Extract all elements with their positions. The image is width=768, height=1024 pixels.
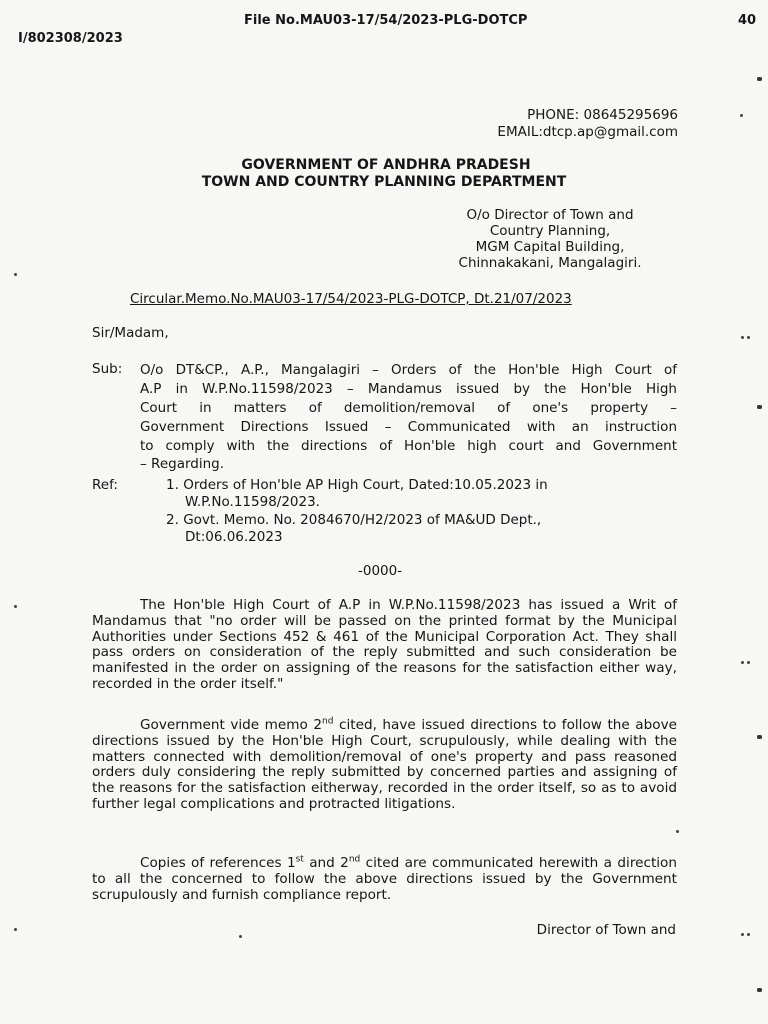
superscript: st	[295, 854, 304, 865]
scan-dot	[676, 830, 679, 833]
scan-mark	[757, 77, 762, 81]
page-number: 40	[738, 13, 757, 28]
paragraph-fragment: Copies of references 1	[140, 855, 296, 871]
superscript: nd	[348, 854, 361, 865]
scan-dot	[741, 933, 744, 936]
paragraph-fragment: and 2	[303, 855, 349, 871]
scan-dot	[741, 336, 744, 339]
paragraph-fragment: cited, have issued directions to follow the above directions issued by the Hon'ble High Court, scrupulously, while dealing with the matters connected with demolition/removal of one's property and pass reasoned orders duly considering the reply submitted by concerned parties and assigning of the reasons for the satisfaction eitherway, recorded in the order itself, so as to avoid further legal complications and protracted litigations.	[92, 717, 677, 812]
scan-dot	[747, 336, 750, 339]
subject-line: A.P in W.P.No.11598/2023 – Mandamus issued by the Hon'ble High	[140, 381, 677, 397]
body-paragraph	[92, 598, 677, 693]
superscript: nd	[322, 716, 334, 727]
reference-text: Govt. Memo. No. 2084670/H2/2023 of MA&UD Dept.,	[183, 512, 542, 528]
scan-dot	[747, 661, 750, 664]
office-address	[440, 207, 660, 271]
address-line: O/o Director of Town and	[466, 207, 634, 223]
scan-dot	[14, 273, 17, 276]
reference-text: Orders of Hon'ble AP High Court, Dated:10.05.2023 in	[183, 477, 548, 493]
scan-dot	[14, 605, 17, 608]
paragraph-text	[92, 718, 677, 813]
reference-text: W.P.No.11598/2023.	[185, 494, 320, 510]
department-title: TOWN AND COUNTRY PLANNING DEPARTMENT	[201, 174, 567, 190]
reference-number: 1.	[166, 477, 179, 493]
subject-line: – Regarding.	[140, 456, 225, 472]
paragraph-text: The Hon'ble High Court of A.P in W.P.No.11598/2023 has issued a Writ of Mandamus that "no order will be passed on the printed format by the Municipal Authorities under Sections 452 & 461 of the Municipal Corporation Act. They shall pass orders on consideration of the reply submitted and such consideration be manifested in the order on assigning of the reasons for the satisfaction either way, recorded in the order itself."	[92, 597, 677, 692]
body-paragraph	[92, 718, 677, 813]
scan-mark	[757, 405, 762, 409]
reference-number: I/802308/2023	[18, 31, 123, 46]
reference-item	[166, 477, 548, 494]
paragraph-text	[92, 856, 677, 903]
reference-item	[166, 512, 541, 528]
file-number: File No.MAU03-17/54/2023-PLG-DOTCP	[244, 13, 528, 28]
paragraph-fragment: cited are communicated herewith a direction to all the concerned to follow the above directions issued by the Government scrupulously and furnish compliance report.	[92, 855, 677, 903]
salutation: Sir/Madam,	[92, 325, 169, 341]
circular-memo-number: Circular.Memo.No.MAU03-17/54/2023-PLG-DOTCP, Dt.21/07/2023	[130, 291, 572, 307]
scan-dot	[14, 928, 17, 931]
subject-line: O/o DT&CP., A.P., Mangalagiri – Orders of the Hon'ble High Court of	[140, 362, 677, 378]
subject-text	[140, 361, 677, 456]
subject-label: Sub:	[92, 361, 123, 377]
phone-line: PHONE: 08645295696	[527, 107, 678, 123]
email-line: EMAIL:dtcp.ap@gmail.com	[497, 124, 678, 140]
subject-line: Court in matters of demolition/removal of one's property –	[140, 400, 677, 416]
scan-dot	[741, 661, 744, 664]
address-line: MGM Capital Building,	[475, 239, 625, 255]
separator: -0000-	[358, 563, 403, 579]
signature-line: Director of Town and	[536, 922, 676, 938]
body-paragraph	[92, 856, 677, 903]
paragraph-fragment: Government vide memo 2	[140, 717, 323, 733]
scan-mark	[757, 988, 762, 992]
scan-dot	[239, 935, 242, 938]
government-title: GOVERNMENT OF ANDHRA PRADESH	[241, 157, 531, 173]
address-line: Country Planning,	[489, 223, 611, 239]
reference-number: 2.	[166, 512, 179, 528]
reference-text: Dt:06.06.2023	[185, 529, 283, 545]
subject-line: to comply with the directions of Hon'ble high court and Government	[140, 438, 677, 454]
subject-line: Government Directions Issued – Communicated with an instruction	[140, 419, 677, 435]
address-line: Chinnakakani, Mangalagiri.	[458, 255, 642, 271]
scan-dot	[747, 933, 750, 936]
scan-mark	[757, 735, 762, 739]
reference-label: Ref:	[92, 477, 118, 493]
scan-dot	[740, 114, 743, 117]
